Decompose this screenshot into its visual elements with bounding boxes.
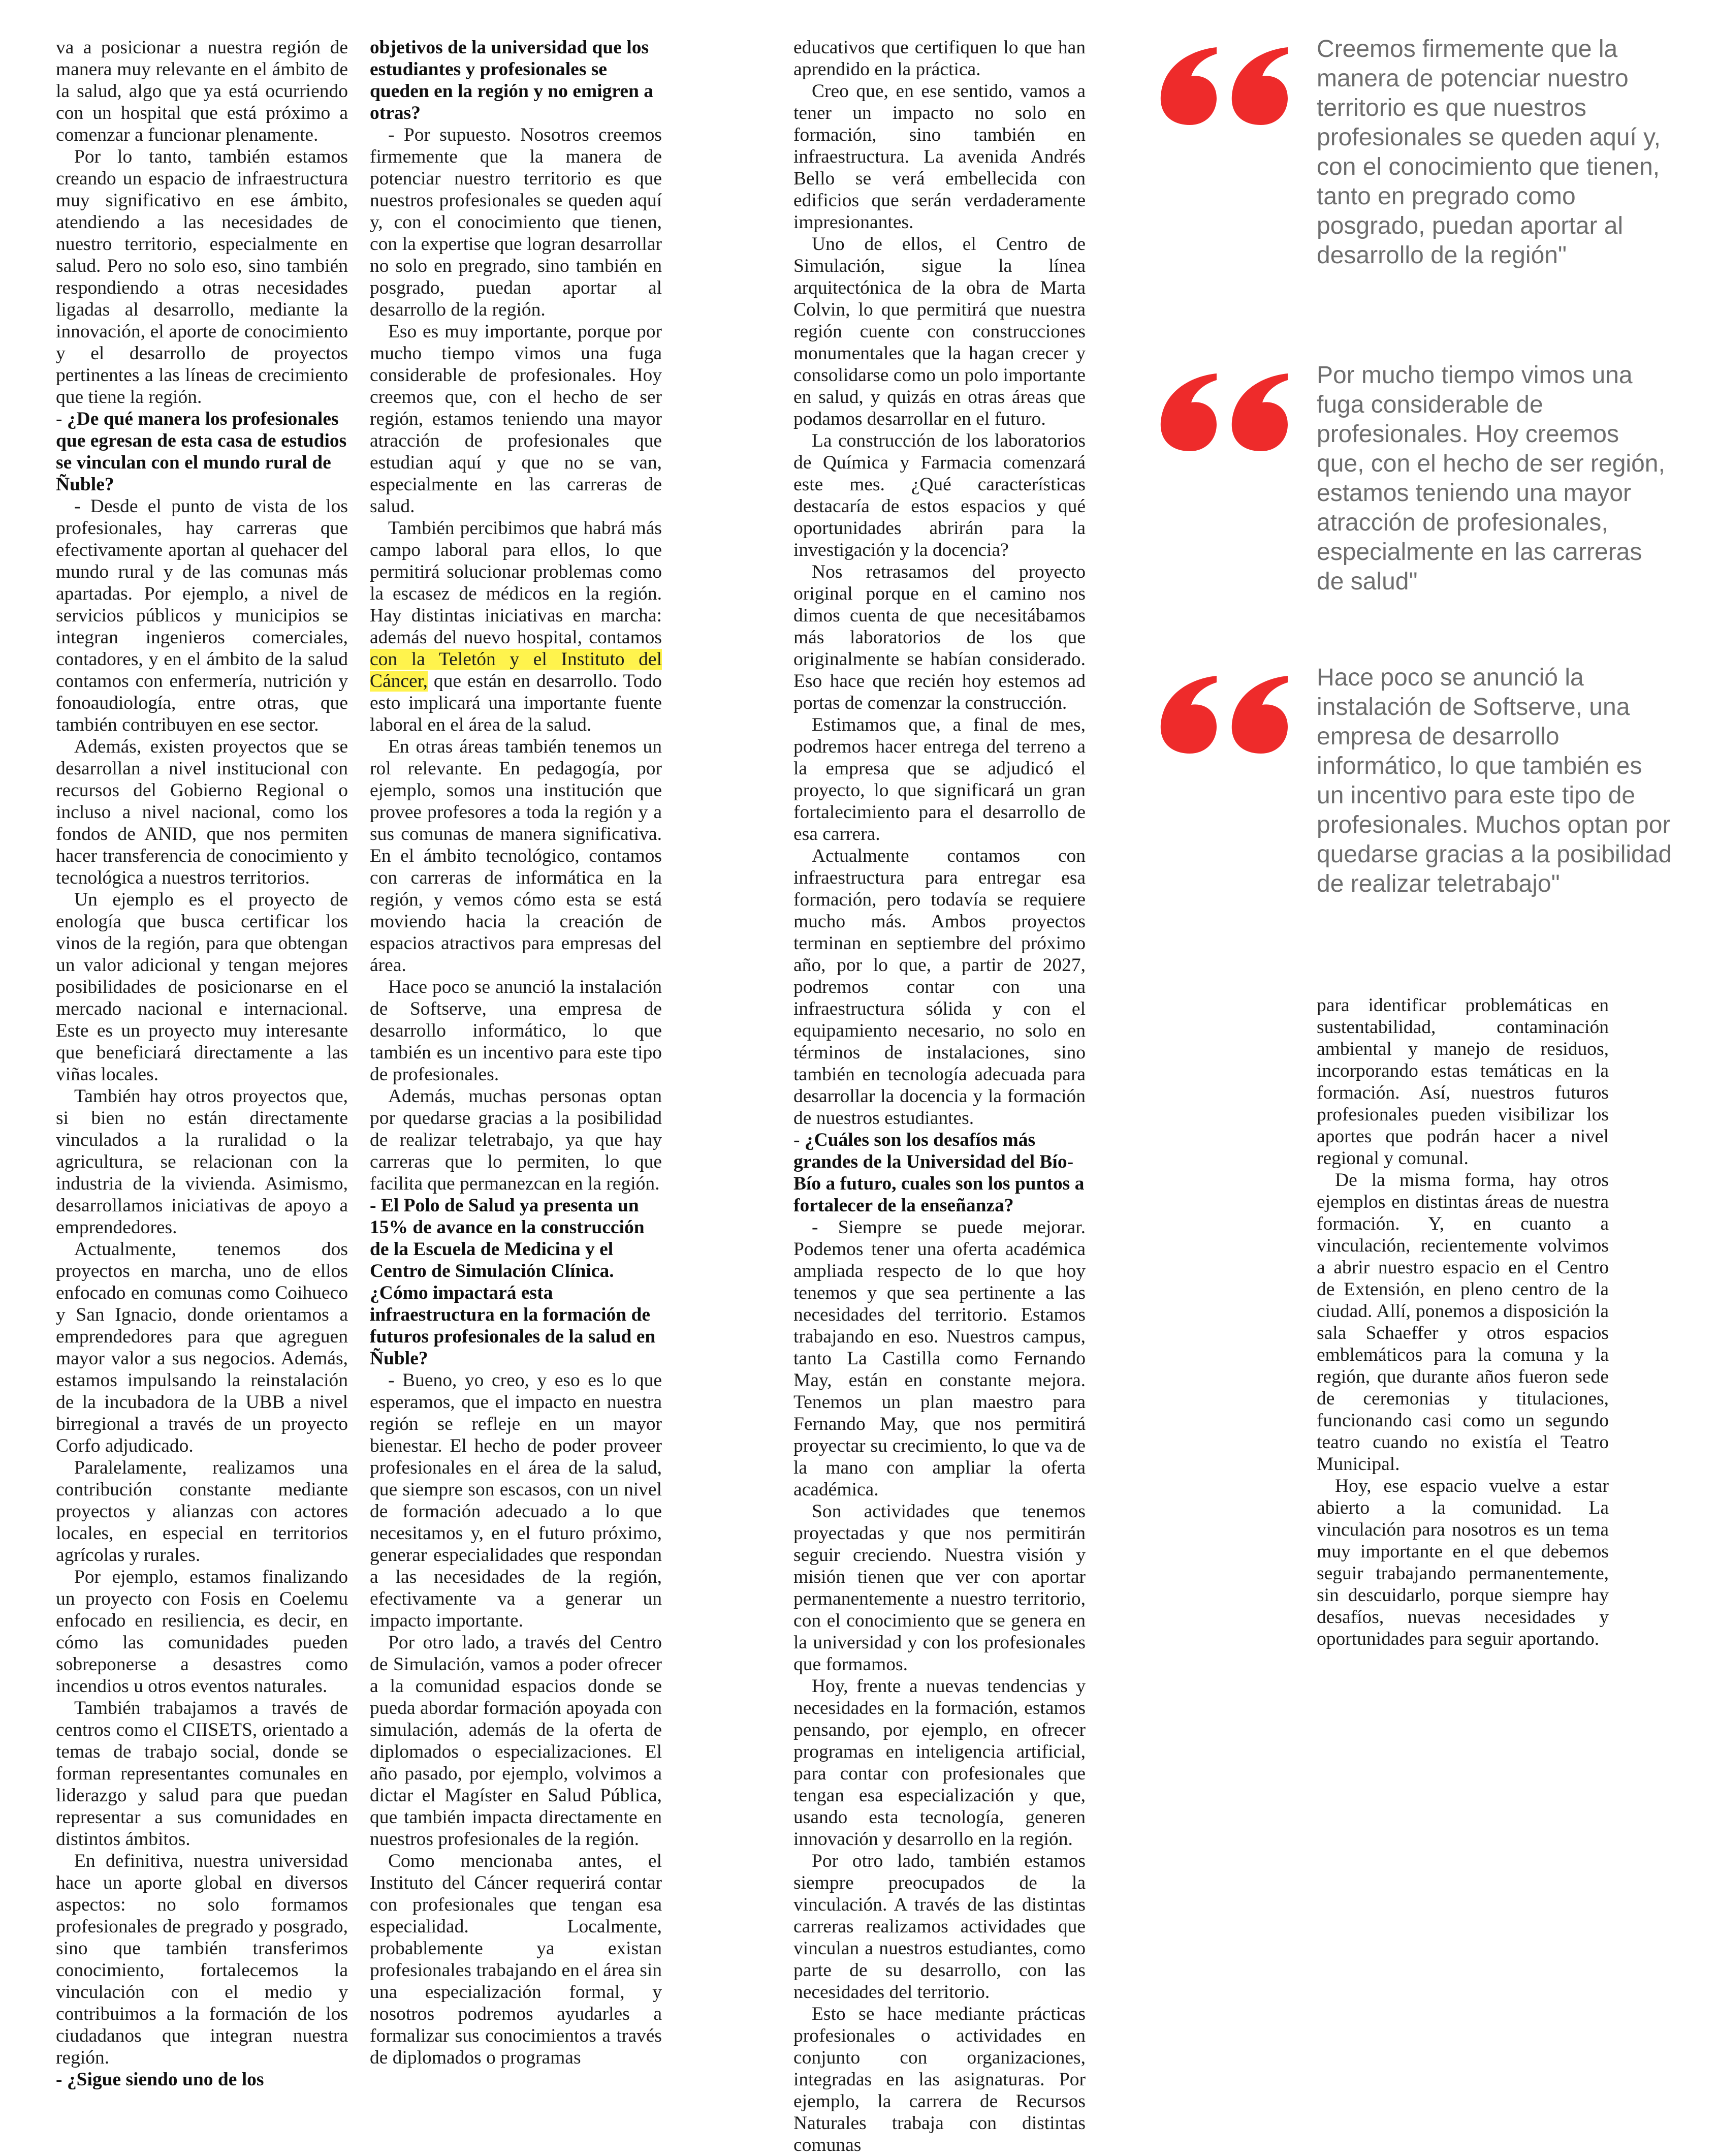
question-heading: - ¿De qué manera los profesionales que egresan de esta casa de estudios se vinculan con el mundo rural de Ñuble? xyxy=(56,409,347,495)
body-paragraph: Por otro lado, a través del Centro de Simulación, vamos a poder ofrecer a la comunidad espacios donde se pueda abordar formación apoyada con simulación, además de la oferta de diplomados o especializaciones. El año pasado, por ejemplo, volvimos a dictar el Magíster en Salud Pública, que también impacta directamente en nuestros profesionales de la región. xyxy=(370,1632,662,1850)
body-paragraph: Uno de ellos, el Centro de Simulación, sigue la línea arquitectónica de la obra de Marta Colvin, lo que permitirá que nuestra región cuente con construcciones monumentales que la hagan crecer y consolidarse como un polo importante en salud, y quizás en otras áreas que podamos desarrollar en el futuro. xyxy=(793,234,1086,429)
question-heading: - ¿Cuáles son los desafíos más grandes de la Universidad del Bío-Bío a futuro, cuales son los puntos a fortalecer de la enseñanza? xyxy=(793,1130,1085,1216)
body-paragraph: También trabajamos a través de centros como el CIISETS, orientado a temas de trabajo social, donde se forman representantes comunales en liderazgo y salud para que puedan representar a sus comunidades en distintos ámbitos. xyxy=(56,1698,348,1850)
body-paragraph: Hoy, ese espacio vuelve a estar abierto a la comunidad. La vinculación para nosotros es un tema muy importante en el que debemos seguir trabajando permanentemente, sin descuidarlo, porque siempre hay desafíos, nuevas necesidades y oportunidades para seguir aportando. xyxy=(1317,1476,1609,1649)
pull-quote-text: Por mucho tiempo vimos una fuga considerable de profesionales. Hoy creemos que, con el hecho de ser región, estamos teniendo una mayor atracción de profesionales, especialmente en las carreras de salud" xyxy=(1317,362,1665,595)
pull-quote-2 xyxy=(1153,361,1692,645)
body-paragraph: En definitiva, nuestra universidad hace un aporte global en diversos aspectos: no solo formamos profesionales de pregrado y posgrado, sino que también transferimos conocimiento, fortalecemos la vinculación con el medio y contribuimos a la formación de los ciudadanos que integran nuestra región. xyxy=(56,1851,348,2068)
body-paragraph: Nos retrasamos del proyecto original porque en el camino nos dimos cuenta de que necesitábamos más laboratorios de los que originalmente se habían considerado. Eso hace que recién hoy estemos ad portas de comenzar la construcción. xyxy=(793,561,1086,713)
body-paragraph: educativos que certifiquen lo que han aprendido en la práctica. xyxy=(793,37,1086,80)
body-paragraph: Por otro lado, también estamos siempre preocupados de la vinculación. A través de las distintas carreras realizamos actividades que vinculan a nuestros estudiantes, como parte de su desarrollo, con las necesidades del territorio. xyxy=(793,1851,1086,2003)
body-paragraph: En otras áreas también tenemos un rol relevante. En pedagogía, por ejemplo, somos una institución que provee profesores a toda la región y a sus comunas de manera significativa. En el ámbito tecnológico, contamos con carreras de informática en la región, y vemos cómo esta se está moviendo hacia la creación de espacios atractivos para empresas del área. xyxy=(370,736,662,976)
paragraph-text: También percibimos que habrá más campo laboral para ellos, lo que permitirá solucionar problemas como la escasez de médicos en la región. Hay distintas iniciativas en marcha: además del nuevo hospital, contamos xyxy=(370,518,662,648)
body-paragraph: Hace poco se anunció la instalación de Softserve, una empresa de desarrollo informático, lo que también es un incentivo para este tipo de profesionales. xyxy=(370,977,662,1085)
body-paragraph: De la misma forma, hay otros ejemplos en distintas áreas de nuestra formación. Y, en cuanto a vinculación, recientemente volvimos a abrir nuestro espacio en el Centro de Extensión, en pleno centro de la ciudad. Allí, ponemos a disposición la sala Schaeffer y otros espacios emblemáticos para la comuna y la región, que durante años fueron sede de ceremonias y titulaciones, funcionando casi como un segundo teatro cuando no existía el Teatro Municipal. xyxy=(1317,1170,1609,1475)
body-paragraph: - Siempre se puede mejorar. Podemos tener una oferta académica ampliada respecto de lo que hoy tenemos y que sea pertinente a las necesidades del territorio. Estamos trabajando en eso. Nuestros campus, tanto La Castilla como Fernando May, están en constante mejora. Tenemos un plan maestro para Fernando May, que nos permitirá proyectar su crecimiento, lo que va de la mano con ampliar la oferta académica. xyxy=(793,1217,1086,1500)
column-3 xyxy=(793,37,1086,2156)
question-heading: objetivos de la universidad que los estudiantes y profesionales se queden en la región y no emigren a otras? xyxy=(370,37,654,123)
pull-quote-text: Creemos firmemente que la manera de potenciar nuestro territorio es que nuestros profesionales se queden aquí y, con el conocimiento que tienen, tanto en pregrado como posgrado, puedan aportar al desarrollo de la región" xyxy=(1317,36,1661,269)
body-paragraph: Eso es muy importante, porque por mucho tiempo vimos una fuga considerable de profesionales. Hoy creemos que, con el hecho de ser región, estamos teniendo una mayor atracción de profesionales que estudian aquí y que no se van, especialmente en las carreras de salud. xyxy=(370,321,662,517)
highlighted-text: con la Teletón y el Instituto del Cáncer, xyxy=(370,649,662,692)
body-paragraph: La construcción de los laboratorios de Química y Farmacia comenzará este mes. ¿Qué características destacaría de estos espacios y qué oportunidades abrirán para la investigación y la docencia? xyxy=(793,430,1086,560)
quote-mark-icon xyxy=(1153,35,1295,126)
paragraph-text: que están en desarrollo. Todo esto implicará una importante fuente laboral en el área de la salud. xyxy=(370,671,662,735)
body-paragraph: Por ejemplo, estamos finalizando un proyecto con Fosis en Coelemu enfocado en resiliencia, es decir, en cómo las comunidades pueden sobreponerse a desastres como incendios u otros eventos naturales. xyxy=(56,1567,348,1697)
pull-quote-3 xyxy=(1153,663,1692,948)
quote-mark-icon xyxy=(1153,361,1295,452)
body-paragraph: Un ejemplo es el proyecto de enología que busca certificar los vinos de la región, para que obtengan un valor adicional y tengan mejores posibilidades de posicionarse en el mercado nacional e internacional. Este es un proyecto muy interesante que beneficiará directamente a las viñas locales. xyxy=(56,889,348,1085)
column-1 xyxy=(56,37,348,2090)
body-paragraph: para identificar problemáticas en sustentabilidad, contaminación ambiental y manejo de residuos, incorporando estas temáticas en la formación. Así, nuestros futuros profesionales pueden visibilizar los aportes que podrán hacer a nivel regional y comunal. xyxy=(1317,995,1609,1169)
body-paragraph: También hay otros proyectos que, si bien no están directamente vinculados a la ruralidad o la agricultura, se relacionan con la industria de la vivienda. Asimismo, desarrollamos iniciativas de apoyo a emprendedores. xyxy=(56,1086,348,1238)
body-paragraph: - Bueno, yo creo, y eso es lo que esperamos, que el impacto en nuestra región se refleje en un mayor bienestar. El hecho de poder proveer profesionales en el área de la salud, que siempre son escasos, con un nivel de formación adecuado a lo que necesitamos y, en el futuro próximo, generar especialidades que respondan a las necesidades de la región, efectivamente va a generar un impacto importante. xyxy=(370,1370,662,1631)
body-paragraph: va a posicionar a nuestra región de manera muy relevante en el ámbito de la salud, algo que ya está ocurriendo con un hospital que está próximo a comenzar a funcionar plenamente. xyxy=(56,37,348,145)
quote-mark-icon xyxy=(1153,663,1295,755)
body-paragraph: Creo que, en ese sentido, vamos a tener un impacto no solo en formación, sino también en infraestructura. La avenida Andrés Bello se verá embellecida con edificios que serán verdaderamente impresionantes. xyxy=(793,81,1086,233)
question-heading: - El Polo de Salud ya presenta un 15% de avance en la construcción de la Escuela de Medicina y el Centro de Simulación Clínica. ¿Cómo impactará esta infraestructura en la formación de futuros profesionales de la salud en Ñuble? xyxy=(370,1195,656,1369)
column-4 xyxy=(1317,994,1609,1655)
body-paragraph: Esto se hace mediante prácticas profesionales o actividades en conjunto con organizaciones, integradas en las asignaturas. Por ejemplo, la carrera de Recursos Naturales trabaja con distintas comunas xyxy=(793,2004,1086,2155)
column-2 xyxy=(370,37,662,2069)
pull-quote-1 xyxy=(1153,35,1692,319)
body-paragraph: - Desde el punto de vista de los profesionales, hay carreras que efectivamente aportan al quehacer del mundo rural y de las comunas más apartadas. Por ejemplo, a nivel de servicios públicos y municipios se integran ingenieros comerciales, contadores, y en el ámbito de la salud contamos con enfermería, nutrición y fonoaudiología, entre otras, que también contribuyen en ese sector. xyxy=(56,496,348,735)
body-paragraph xyxy=(370,517,662,736)
body-paragraph: Actualmente, tenemos dos proyectos en marcha, uno de ellos enfocado en comunas como Coihueco y San Ignacio, donde orientamos a emprendedores para que agreguen mayor valor a sus negocios. Además, estamos impulsando la reinstalación de la incubadora de la UBB a nivel birregional a través de un proyecto Corfo adjudicado. xyxy=(56,1239,348,1456)
body-paragraph: Hoy, frente a nuevas tendencias y necesidades en la formación, estamos pensando, por ejemplo, en ofrecer programas en inteligencia artificial, para contar con profesionales que tengan esa especialización y que, usando esta tecnología, generen innovación y desarrollo en la región. xyxy=(793,1676,1086,1850)
body-paragraph: - Por supuesto. Nosotros creemos firmemente que la manera de potenciar nuestro territorio es que nuestros profesionales se queden aquí y, con el conocimiento que tienen, con la expertise que logran desarrollar no solo en pregrado, sino también en posgrado, puedan aportar al desarrollo de la región. xyxy=(370,124,662,320)
body-paragraph: Son actividades que tenemos proyectadas y que nos permitirán seguir creciendo. Nuestra visión y misión tienen que ver con aportar permanentemente a nuestro territorio, con el conocimiento que se genera en la universidad y con los profesionales que formamos. xyxy=(793,1501,1086,1675)
pull-quote-text: Hace poco se anunció la instalación de Softserve, una empresa de desarrollo informático, lo que también es un incentivo para este tipo de profesionales. Muchos optan por quedarse gracias a la posibilidad de realizar teletrabajo" xyxy=(1317,664,1672,897)
body-paragraph: Paralelamente, realizamos una contribución constante mediante proyectos y alianzas con actores locales, en especial en territorios agrícolas y rurales. xyxy=(56,1457,348,1566)
body-paragraph: Además, existen proyectos que se desarrollan a nivel institucional con recursos del Gobierno Regional o incluso a nivel nacional, como los fondos de ANID, que nos permiten hacer transferencia de conocimiento y tecnológica a nuestros territorios. xyxy=(56,736,348,888)
body-paragraph: Por lo tanto, también estamos creando un espacio de infraestructura muy significativo en ese ámbito, atendiendo a las necesidades de nuestro territorio, especialmente en salud. Pero no solo eso, sino también respondiendo a otras necesidades ligadas al desarrollo, mediante la innovación, el aporte de conocimiento y el desarrollo de proyectos pertinentes a las líneas de crecimiento que tiene la región. xyxy=(56,146,348,408)
body-paragraph: Estimamos que, a final de mes, podremos hacer entrega del terreno a la empresa que se adjudicó el proyecto, lo que significará un gran fortalecimiento para el desarrollo de esa carrera. xyxy=(793,714,1086,845)
body-paragraph: Actualmente contamos con infraestructura para entregar esa formación, pero todavía se requiere mucho más. Ambos proyectos terminan en septiembre del próximo año, por lo que, a partir de 2027, podremos contar con una infraestructura sólida y con el equipamiento necesario, no solo en términos de instalaciones, sino también en tecnología adecuada para desarrollar la docencia y la formación de nuestros estudiantes. xyxy=(793,846,1086,1129)
body-paragraph: Como mencionaba antes, el Instituto del Cáncer requerirá contar con profesionales que tengan esa especialidad. Localmente, probablemente ya existan profesionales trabajando en el área sin una especialización formal, y nosotros podremos ayudarles a formalizar sus conocimientos a través de diplomados o programas xyxy=(370,1851,662,2068)
body-paragraph: Además, muchas personas optan por quedarse gracias a la posibilidad de realizar teletrabajo, ya que hay carreras que lo permiten, lo que facilita que permanezcan en la región. xyxy=(370,1086,662,1194)
question-heading: - ¿Sigue siendo uno de los xyxy=(56,2069,264,2090)
